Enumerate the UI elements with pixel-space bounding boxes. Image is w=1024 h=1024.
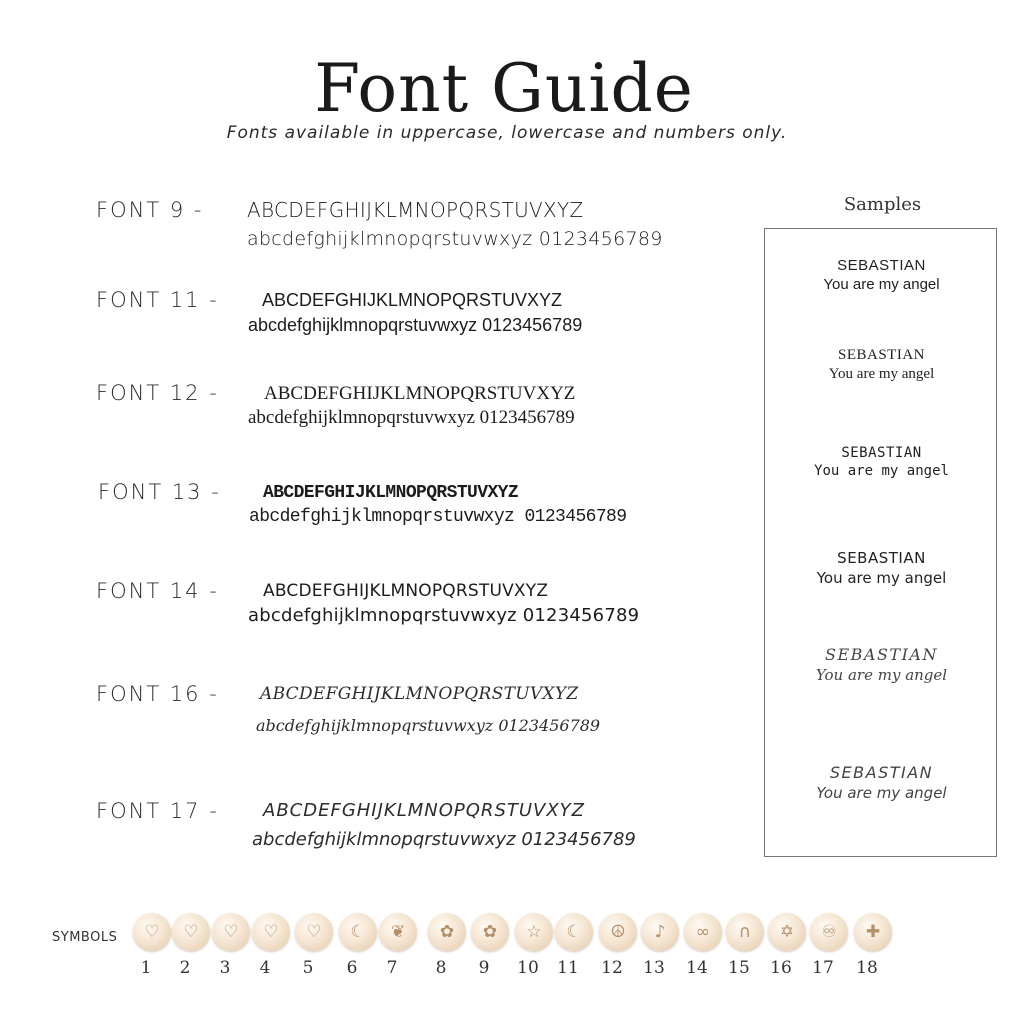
symbol-number: 10 [517, 958, 539, 978]
font-11-uppercase: ABCDEFGHIJKLMNOPQRSTUVXYZ [262, 290, 563, 310]
symbol-number: 7 [386, 958, 398, 978]
page-subtitle: Fonts available in uppercase, lowercase and numbers only. [226, 123, 788, 143]
symbol-number: 14 [686, 958, 708, 978]
font-14-label: FONT 14 - [96, 579, 219, 603]
sample-name: SEBASTIAN [837, 257, 926, 274]
symbol-number: 15 [728, 958, 750, 978]
heart-icon[interactable]: ♡ [133, 913, 171, 951]
font-9-lowercase: abcdefghijklmnopqrstuvwxyz 0123456789 [247, 228, 663, 250]
font-13-uppercase: ABCDEFGHIJKLMNOPQRSTUVXYZ [263, 483, 519, 503]
symbol-number: 2 [179, 958, 191, 978]
sample-name: SEBASTIAN [837, 347, 925, 363]
sample-message: You are my angel [823, 276, 940, 293]
sample-font-16 [765, 645, 998, 684]
font-13-lowercase: abcdefghijklmnopqrstuvwxyz 0123456789 [249, 507, 627, 527]
moon-icon[interactable]: ☾ [339, 913, 377, 951]
symbol-number: 12 [601, 958, 623, 978]
sample-font-17 [765, 763, 998, 802]
sample-font-12 [765, 347, 998, 383]
samples-title: Samples [843, 194, 922, 215]
heart-icon[interactable]: ♡ [252, 913, 290, 951]
moon-icon[interactable]: ☾ [555, 913, 593, 951]
font-12-lowercase: abcdefghijklmnopqrstuvwxyz 0123456789 [248, 407, 575, 428]
font-17-lowercase: abcdefghijklmnopqrstuvwxyz 0123456789 [252, 829, 636, 850]
symbol-number: 5 [302, 958, 314, 978]
symbols-label: SYMBOLS [52, 930, 118, 945]
leaf-icon[interactable]: ❦ [379, 913, 417, 951]
sample-font-14 [765, 549, 998, 587]
paw-icon[interactable]: ✿ [428, 913, 466, 951]
samples-panel [764, 228, 997, 857]
sample-message: You are my angel [816, 784, 947, 802]
sample-name: SEBASTIAN [837, 549, 926, 567]
heart-icon[interactable]: ♡ [212, 913, 250, 951]
font-9-uppercase: ABCDEFGHIJKLMNOPQRSTUVXYZ [247, 198, 584, 222]
font-11-label: FONT 11 - [96, 288, 219, 312]
cross-icon[interactable]: ✚ [854, 913, 892, 951]
sample-message: You are my angel [815, 666, 948, 684]
infinity-icon[interactable]: ∞ [684, 913, 722, 951]
font-14-uppercase: ABCDEFGHIJKLMNOPQRSTUVXYZ [263, 581, 549, 601]
symbol-number: 6 [346, 958, 358, 978]
sample-message: You are my angel [816, 569, 947, 587]
heart-icon[interactable]: ♡ [295, 913, 333, 951]
symbol-number: 8 [435, 958, 447, 978]
sample-message: You are my angel [814, 463, 949, 479]
page-title: Font Guide [314, 50, 694, 127]
symbol-number: 9 [478, 958, 490, 978]
symbol-number: 13 [643, 958, 665, 978]
peace-icon[interactable]: ☮ [599, 913, 637, 951]
horseshoe-icon[interactable]: ∩ [726, 913, 764, 951]
font-12-uppercase: ABCDEFGHIJKLMNOPQRSTUVXYZ [264, 383, 576, 404]
symbol-number: 17 [812, 958, 834, 978]
sample-name: SEBASTIAN [825, 645, 938, 664]
sample-font-13 [765, 445, 998, 479]
font-14-lowercase: abcdefghijklmnopqrstuvwxyz 0123456789 [248, 605, 640, 626]
font-13-label: FONT 13 - [98, 480, 221, 504]
font-16-lowercase: abcdefghijklmnopqrstuvwxyz 0123456789 [256, 716, 601, 735]
symbol-number: 18 [856, 958, 878, 978]
symbol-number: 4 [259, 958, 271, 978]
symbol-number: 11 [557, 958, 579, 978]
heart-icon[interactable]: ♡ [172, 913, 210, 951]
font-16-uppercase: ABCDEFGHIJKLMNOPQRSTUVXYZ [260, 684, 579, 704]
font-9-label: FONT 9 - [96, 198, 204, 222]
font-16-label: FONT 16 - [96, 682, 219, 706]
font-11-lowercase: abcdefghijklmnopqrstuvwxyz 0123456789 [248, 315, 583, 335]
font-17-uppercase: ABCDEFGHIJKLMNOPQRSTUVXYZ [263, 800, 586, 821]
ribbon-icon[interactable]: ♾ [810, 913, 848, 951]
sample-message: You are my angel [828, 366, 935, 382]
sample-name: SEBASTIAN [841, 445, 922, 461]
star-icon[interactable]: ☆ [515, 913, 553, 951]
sample-name: SEBASTIAN [829, 763, 934, 782]
font-12-label: FONT 12 - [96, 381, 219, 405]
star-of-david-icon[interactable]: ✡ [768, 913, 806, 951]
seahorse-icon[interactable]: ♪ [641, 913, 679, 951]
flower-icon[interactable]: ✿ [471, 913, 509, 951]
symbol-number: 1 [140, 958, 152, 978]
symbol-number: 3 [219, 958, 231, 978]
symbol-number: 16 [770, 958, 792, 978]
font-17-label: FONT 17 - [96, 799, 219, 823]
sample-font-11 [765, 257, 998, 293]
